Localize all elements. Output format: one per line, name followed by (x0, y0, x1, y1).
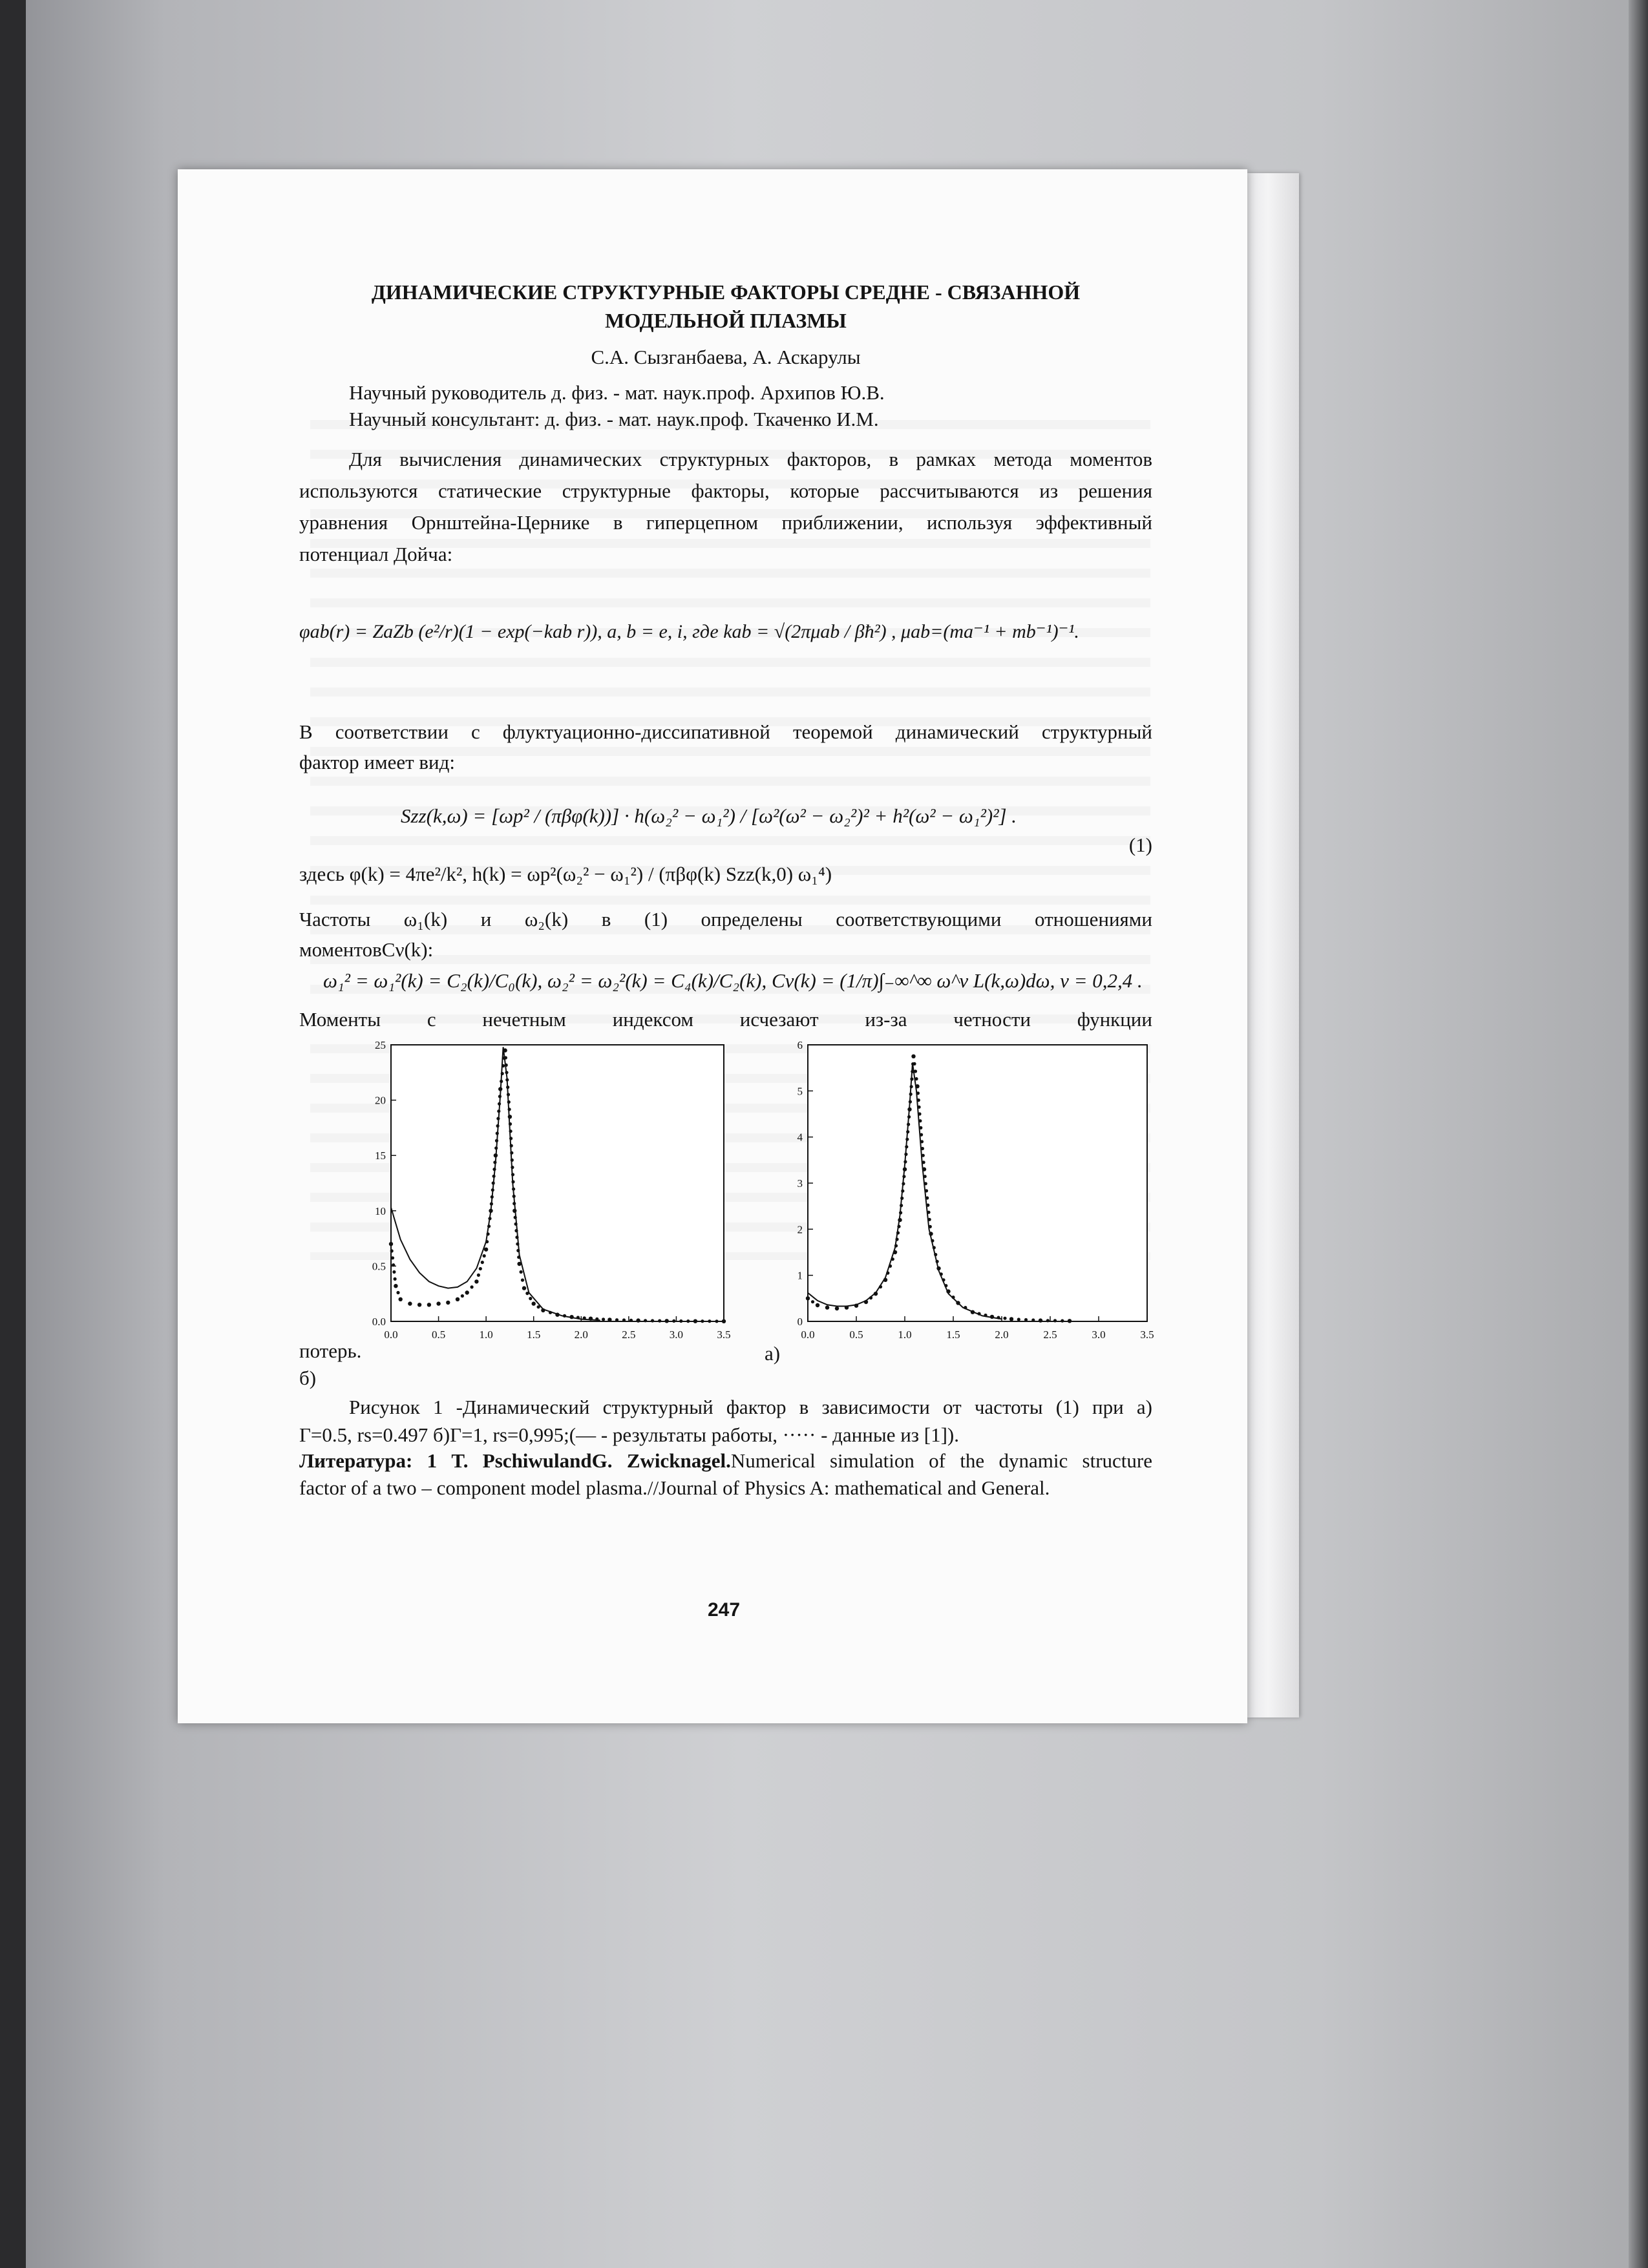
series-point-reference (474, 1279, 478, 1283)
series-point-reference (505, 1078, 509, 1082)
series-point-reference (514, 1216, 517, 1219)
series-point-reference (920, 1133, 923, 1137)
series-point-reference (715, 1319, 718, 1323)
paragraph-2-line-2: фактор имеет вид: (299, 751, 456, 773)
series-point-reference (487, 1232, 490, 1235)
series-point-reference (984, 1314, 987, 1317)
series-point-reference (512, 1209, 516, 1213)
series-point-reference (964, 1306, 967, 1309)
series-point-reference (1061, 1319, 1064, 1323)
series-point-reference (914, 1077, 918, 1080)
series-point-reference (915, 1084, 919, 1088)
series-point-reference (895, 1237, 898, 1241)
series-point-reference (906, 1130, 909, 1133)
series-point-reference (494, 1146, 498, 1150)
series-point-reference (510, 1151, 513, 1155)
series-point-reference (693, 1319, 697, 1323)
series-point-reference (903, 1160, 907, 1163)
series-point-reference (921, 1147, 924, 1150)
series-point-reference (1024, 1318, 1028, 1321)
series-point-reference (806, 1296, 810, 1300)
series-point-reference (651, 1319, 654, 1322)
series-point-reference (391, 1256, 394, 1259)
series-point-reference (845, 1305, 849, 1309)
series-point-reference (512, 1188, 515, 1191)
series-point-reference (483, 1254, 486, 1257)
series-point-reference (583, 1316, 586, 1319)
series-point-reference (944, 1284, 947, 1287)
series-point-reference (491, 1195, 494, 1199)
frequencies-line-2: моментовCν(k): (299, 938, 434, 961)
series-point-reference (496, 1117, 500, 1120)
series-point-reference (521, 1279, 524, 1282)
plot-frame (391, 1045, 724, 1321)
series-point-reference (563, 1314, 566, 1318)
series-point-reference (509, 1137, 512, 1140)
x-tick-label: 3.5 (717, 1328, 731, 1341)
series-point-reference (515, 1235, 518, 1239)
series-point-reference (816, 1303, 819, 1307)
series-point-reference (504, 1056, 507, 1059)
series-point-reference (854, 1304, 858, 1308)
x-tick-label: 1.0 (898, 1328, 912, 1341)
formula-potential: φab(r) = ZaZb (e²/r)(1 − exp(−kab r)), a, b = e, i, где kab = √(2πμab / βħ²) , μab=(ma⁻¹ + mb⁻¹)⁻¹. (299, 621, 1079, 642)
series-point-reference (541, 1308, 545, 1312)
series-point-reference (910, 1077, 913, 1080)
series-point-reference (893, 1250, 897, 1254)
series-point-reference (919, 1126, 922, 1129)
series-point-reference (907, 1108, 911, 1111)
series-point-reference (909, 1093, 913, 1096)
chart-right (776, 1037, 1157, 1347)
series-point-reference (492, 1181, 495, 1184)
series-point-reference (951, 1296, 955, 1299)
authors: С.А. Сызганбаева, А. Аскарулы (591, 346, 861, 368)
series-point-reference (916, 1091, 920, 1095)
series-point-reference (925, 1196, 929, 1199)
series-point-reference (589, 1317, 593, 1321)
series-point-reference (1003, 1317, 1006, 1320)
series-point-reference (622, 1318, 626, 1321)
series-point-reference (1031, 1318, 1035, 1321)
series-point-reference (936, 1266, 940, 1270)
series-point-reference (894, 1244, 898, 1247)
series-point-reference (990, 1315, 994, 1319)
series-point-reference (503, 1048, 507, 1052)
series-point-reference (900, 1197, 903, 1200)
series-point-reference (891, 1257, 894, 1261)
series-point-reference (924, 1182, 927, 1185)
series-point-reference (835, 1307, 839, 1310)
series-point-reference (686, 1319, 690, 1323)
series-point-reference (926, 1204, 929, 1207)
series-point-reference (506, 1086, 509, 1089)
series-point-reference (929, 1232, 933, 1235)
series-point-reference (903, 1167, 907, 1171)
series-point-reference (494, 1153, 498, 1157)
series-point-reference (825, 1305, 829, 1309)
y-tick-label: 0 (797, 1316, 803, 1328)
series-point-reference (911, 1070, 914, 1073)
series-point-reference (502, 1064, 505, 1067)
series-point-reference (914, 1069, 917, 1073)
series-point-reference (512, 1195, 516, 1198)
x-tick-label: 3.0 (669, 1328, 684, 1341)
series-point-reference (500, 1080, 503, 1083)
x-tick-label: 0.5 (849, 1328, 863, 1341)
series-point-reference (708, 1319, 711, 1323)
frequencies-line-1: Частоты ω₁(k) и ω₂(k) в (1) определены соответствующими отношениями (299, 908, 1152, 930)
reference-line-2: factor of a two – component model plasma.//Journal of Physics A: mathematical and General. (299, 1476, 1050, 1499)
series-point-reference (456, 1297, 460, 1301)
series-point-reference (900, 1204, 903, 1207)
x-tick-label: 1.0 (479, 1328, 493, 1341)
series-point-reference (874, 1292, 878, 1296)
series-point-reference (701, 1319, 704, 1323)
series-point-reference (427, 1303, 431, 1307)
series-point-reference (918, 1106, 921, 1109)
page-fold (1247, 173, 1299, 1717)
series-point-reference (549, 1311, 552, 1314)
x-tick-label: 0.0 (801, 1328, 815, 1341)
series-point-reference (672, 1319, 675, 1323)
series-point-reference (498, 1102, 501, 1106)
chart-left (359, 1037, 734, 1347)
paragraph-1-line-2: используются статические структурные факторы, которые рассчитываются из решения (299, 479, 1152, 502)
series-point-reference (495, 1139, 498, 1142)
series-point-reference (977, 1312, 980, 1316)
series-point-reference (918, 1119, 922, 1122)
series-point-reference (942, 1278, 945, 1281)
series-point-reference (509, 1122, 512, 1126)
series-point-reference (658, 1319, 661, 1323)
x-tick-label: 2.0 (995, 1328, 1009, 1341)
series-point-reference (896, 1231, 900, 1234)
series-point-reference (576, 1316, 580, 1319)
series-point-reference (679, 1319, 682, 1323)
series-point-reference (934, 1253, 937, 1256)
series-point-reference (901, 1190, 904, 1193)
equation-number: (1) (1128, 834, 1152, 856)
series-point-reference (922, 1154, 925, 1157)
series-point-reference (514, 1229, 518, 1232)
series-point-reference (417, 1303, 421, 1307)
series-point-reference (918, 1112, 921, 1115)
series-point-reference (869, 1296, 872, 1299)
series-point-reference (917, 1098, 920, 1102)
x-tick-label: 0.0 (384, 1328, 398, 1341)
series-point-reference (505, 1071, 508, 1074)
series-point-reference (390, 1249, 394, 1252)
series-point-reference (933, 1246, 936, 1249)
series-point-reference (602, 1318, 605, 1321)
series-point-reference (904, 1153, 907, 1156)
series-point-reference (927, 1211, 930, 1214)
series-point-reference (501, 1072, 504, 1075)
series-point-reference (394, 1277, 397, 1281)
page-number: 247 (707, 1599, 741, 1621)
series-point-reference (389, 1242, 393, 1246)
series-point-reference (525, 1292, 529, 1295)
series-point-reference (511, 1180, 514, 1183)
series-point-reference (512, 1202, 516, 1205)
series-point-reference (517, 1255, 520, 1259)
series-point-reference (928, 1218, 931, 1221)
y-tick-label: 3 (797, 1177, 803, 1190)
series-point-reference (940, 1272, 943, 1276)
series-point-reference (1039, 1318, 1042, 1322)
series-point-reference (496, 1124, 500, 1128)
series-point-reference (920, 1140, 924, 1143)
x-tick-label: 2.5 (1043, 1328, 1057, 1341)
x-tick-label: 1.5 (527, 1328, 541, 1341)
series-point-reference (922, 1160, 925, 1164)
series-point-reference (864, 1300, 868, 1304)
series-point-reference (886, 1272, 889, 1275)
series-point-reference (489, 1209, 492, 1213)
series-point-reference (492, 1175, 496, 1178)
paragraph-1-line-3: уравнения Орнштейна-Цернике в гиперцепном приближении, используя эффективный (299, 511, 1152, 534)
series-point-reference (492, 1168, 496, 1171)
label-b: б) (299, 1367, 317, 1389)
y-tick-label: 5 (797, 1085, 803, 1098)
series-point-reference (924, 1175, 927, 1178)
series-point-reference (488, 1217, 491, 1220)
series-point-reference (722, 1319, 726, 1323)
series-point-reference (461, 1294, 464, 1297)
y-tick-label: 2 (797, 1223, 803, 1236)
series-point-reference (902, 1182, 905, 1185)
caption-line-2: Г=0.5, rs=0.497 б)Г=1, rs=0,995;(— - результаты работы, ····· - данные из [1]). (299, 1423, 960, 1446)
series-point-reference (477, 1274, 480, 1277)
caption-line-1: Рисунок 1 -Динамический структурный фактор в зависимости от частоты (1) при а) (349, 1396, 1152, 1418)
reference-line-1 (299, 1446, 1152, 1476)
series-point-reference (484, 1248, 488, 1252)
series-point-reference (516, 1243, 519, 1246)
series-point-reference (509, 1129, 512, 1133)
series-point-reference (971, 1310, 975, 1314)
series-point-reference (511, 1173, 514, 1176)
series-point-reference (508, 1115, 512, 1118)
series-point-reference (497, 1109, 500, 1113)
series-point-reference (911, 1055, 915, 1058)
y-tick-label: 25 (375, 1039, 386, 1051)
y-tick-label: 4 (797, 1131, 803, 1144)
series-point-reference (510, 1144, 513, 1148)
y-tick-label: 15 (375, 1150, 386, 1162)
formula-structure-factor: Szz(k,ω) = [ωp² / (πβφ(k))] · h(ω₂² − ω₁²) / [ω²(ω² − ω₂²)² + h²(ω² − ω₁²)²] . (401, 804, 1017, 827)
series-point-reference (902, 1175, 905, 1178)
plot-frame (808, 1045, 1147, 1321)
series-point-reference (514, 1223, 518, 1226)
label-a: а) (765, 1342, 781, 1365)
series-point-reference (511, 1159, 514, 1162)
series-point-reference (1068, 1319, 1072, 1323)
series-point-reference (507, 1093, 510, 1096)
series-point-reference (1009, 1317, 1013, 1321)
series-point-reference (644, 1319, 647, 1322)
series-point-reference (936, 1260, 939, 1263)
consultant: Научный консультант: д. физ. - мат. наук.проф. Ткаченко И.М. (349, 408, 879, 430)
series-point-reference (636, 1318, 640, 1322)
series-point-reference (396, 1291, 399, 1294)
series-point-reference (898, 1218, 902, 1222)
x-tick-label: 2.0 (574, 1328, 588, 1341)
series-point-reference (956, 1301, 960, 1305)
series-point-reference (498, 1087, 502, 1091)
series-point-reference (446, 1301, 450, 1305)
series-point-reference (493, 1160, 496, 1164)
series-point-reference (595, 1318, 598, 1321)
series-point-reference (522, 1286, 526, 1290)
series-point-reference (408, 1301, 412, 1305)
series-point-reference (1053, 1319, 1057, 1322)
series-point-reference (569, 1315, 573, 1319)
formula-moments: ω₁² = ω₁²(k) = C₂(k)/C₀(k), ω₂² = ω₂²(k) = C₄(k)/C₂(k), Cν(k) = (1/π)∫₋∞^∞ ω^ν L(k,ω)dω, ν = 0,2,4 . (323, 969, 1143, 992)
series-point-reference (913, 1062, 916, 1066)
series-point-reference (925, 1189, 928, 1192)
paragraph-1-line-4: потенциал Дойча: (299, 543, 453, 565)
series-point-reference (905, 1145, 908, 1148)
paper-title (299, 278, 1152, 335)
series-point-reference (496, 1131, 499, 1135)
series-point-reference (394, 1284, 397, 1288)
series-point-reference (470, 1285, 474, 1288)
series-point-reference (909, 1100, 912, 1104)
loss-word: потерь. (299, 1339, 362, 1362)
reference-authors: Литература: 1 T. PschiwulandG. Zwicknagel. (299, 1449, 731, 1472)
scanner-edge-left (0, 0, 26, 2268)
series-point-reference (516, 1249, 520, 1252)
series-point-reference (907, 1123, 910, 1126)
series-point-reference (520, 1270, 523, 1274)
series-point-reference (487, 1224, 491, 1228)
series-point-reference (517, 1262, 521, 1266)
paragraph-2-line-1: В соответствии с флуктуационно-диссипативной теоремой динамический структурный (299, 720, 1152, 743)
x-tick-label: 0.5 (431, 1328, 446, 1341)
series-point-reference (465, 1290, 469, 1294)
series-point-reference (811, 1300, 814, 1303)
series-point-reference (436, 1301, 440, 1305)
series-point-reference (889, 1265, 892, 1268)
series-point-reference (479, 1267, 482, 1270)
series-point-reference (490, 1202, 493, 1206)
series-point-reference (508, 1108, 511, 1111)
series-point-reference (897, 1225, 900, 1228)
series-point-reference (392, 1270, 396, 1274)
series-point-reference (1017, 1318, 1020, 1321)
title-line-2: МОДЕЛЬНОЙ ПЛАЗМЫ (605, 309, 847, 332)
series-point-reference (629, 1319, 633, 1322)
y-tick-label: 0.0 (372, 1316, 386, 1328)
series-point-reference (922, 1167, 926, 1171)
series-point-reference (910, 1085, 913, 1088)
series-point-reference (507, 1100, 511, 1104)
series-point-reference (607, 1318, 611, 1321)
series-point-reference (392, 1263, 395, 1266)
series-point-reference (931, 1239, 934, 1243)
where-definitions: здесь φ(k) = 4πe²/k², h(k) = ωp²(ω₂² − ω₁²) / (πβφ(k) Szz(k,0) ω₁⁴) (299, 863, 832, 885)
moments-line: Моменты с нечетным индексом исчезают из-за четности функции (299, 1008, 1152, 1031)
y-tick-label: 6 (797, 1039, 803, 1051)
series-point-reference (485, 1240, 489, 1243)
series-point-reference (899, 1211, 902, 1214)
series-point-reference (883, 1278, 887, 1282)
series-point-reference (505, 1064, 508, 1067)
supervisor: Научный руководитель д. физ. - мат. наук.проф. Архипов Ю.В. (349, 381, 885, 404)
series-point-reference (498, 1095, 502, 1098)
series-point-reference (399, 1297, 403, 1301)
x-tick-label: 3.0 (1092, 1328, 1106, 1341)
series-point-reference (529, 1297, 532, 1300)
series-point-reference (879, 1285, 882, 1288)
series-point-reference (907, 1115, 911, 1118)
series-point-reference (511, 1166, 514, 1169)
scanner-edge-right (1629, 0, 1648, 2268)
series-point-reference (491, 1188, 494, 1192)
series-point-reference (905, 1138, 909, 1141)
paragraph-1-line-1: Для вычисления динамических структурных факторов, в рамках метода моментов (349, 448, 1152, 470)
series-point-reference (929, 1225, 932, 1228)
series-point-reference (532, 1301, 536, 1305)
x-tick-label: 3.5 (1140, 1328, 1154, 1341)
series-point-reference (481, 1261, 484, 1264)
y-tick-label: 0.5 (372, 1260, 386, 1273)
y-tick-label: 10 (375, 1204, 386, 1217)
y-tick-label: 1 (797, 1269, 803, 1282)
y-tick-label: 20 (375, 1094, 386, 1107)
x-tick-label: 1.5 (946, 1328, 960, 1341)
x-tick-label: 2.5 (622, 1328, 636, 1341)
reference-title: Numerical simulation of the dynamic structure (730, 1449, 1152, 1472)
series-point-reference (555, 1313, 559, 1317)
series-point-reference (946, 1289, 950, 1293)
series-point-reference (665, 1319, 669, 1323)
series-point-reference (997, 1316, 1000, 1319)
title-line-1: ДИНАМИЧЕСКИЕ СТРУКТУРНЫЕ ФАКТОРЫ СРЕДНЕ - СВЯЗАННОЙ (371, 280, 1081, 304)
series-point-reference (1046, 1319, 1050, 1322)
series-point-reference (537, 1305, 540, 1308)
series-point-reference (615, 1318, 618, 1321)
